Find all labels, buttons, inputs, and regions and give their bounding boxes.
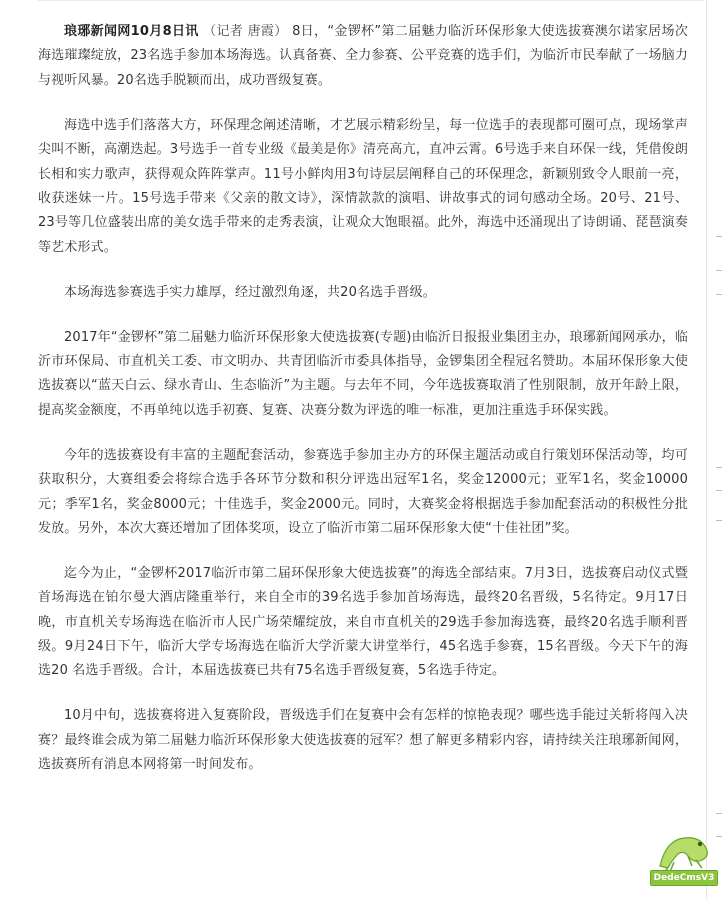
article-reporter: （记者 唐霞） bbox=[203, 24, 288, 39]
article-paragraph-7: 10月中旬，选拔赛将进入复赛阶段，晋级选手们在复赛中会有怎样的惊艳表现？哪些选手能过关斩将闯入决赛？最终谁会成为第二届魅力临沂环保形象大使选拔赛的冠军？想了解更多精彩内容，请持续关注琅琊新闻网，选拔赛所有消息本网将第一时间发布。 bbox=[38, 708, 688, 773]
article-paragraph-3: 本场海选参赛选手实力雄厚，经过激烈角逐，共20名选手晋级。 bbox=[64, 284, 436, 300]
dedecms-watermark bbox=[648, 826, 718, 892]
article-paragraph-2: 海选中选手们落落大方，环保理念阐述清晰，才艺展示精彩纷呈，每一位选手的表现都可圈可点，现场掌声尖叫不断，高潮迭起。3号选手一首专业级《最美是你》清亮高亢，直冲云霄。6号选手来自环保一线，凭借俊朗长相和实力歌声，获得观众阵阵掌声。11号小鲜肉用3句诗层层阐释自己的环保理念，新颖别致令人眼前一亮，收获迷妹一片。15号选手带来《父亲的散文诗》，深情款款的演唱、讲故事式的词句感动全场。20号、21号、23号等几位盛装出席的美女选手带来的走秀表演，让观众大饱眼福。此外，海选中还涌现出了诗朗诵、琵琶演奏等艺术形式。 bbox=[38, 117, 688, 255]
scroll-edge-mark bbox=[716, 813, 722, 814]
top-divider bbox=[38, 0, 704, 1]
scroll-edge-mark bbox=[716, 490, 722, 491]
article-paragraph-5: 今年的选拔赛设有丰富的主题配套活动，参赛选手参加主办方的环保主题活动或自行策划环保活动等，均可获取积分，大赛组委会将综合选手各环节分数和积分评选出冠军1名，奖金12000元；亚军1名，奖金10000元；季军1名，奖金8000元；十佳选手，奖金2000元。同时，大赛奖金将根据选手参加配套活动的积极性分批发放。另外，本次大赛还增加了团体奖项，设立了临沂市第二届环保形象大使“十佳社团”奖。 bbox=[38, 447, 688, 536]
article-lead-paragraph bbox=[38, 20, 688, 93]
watermark-label: DedeCmsV3 bbox=[650, 870, 718, 886]
article-paragraph-6: 迄今为止，“金锣杯2017临沂市第二届环保形象大使选拔赛”的海选全部结束。7月3日，选拔赛启动仪式暨首场海选在铂尔曼大酒店隆重举行，来自全市的39名选手参加首场海选，最终20名晋级，5名待定。9月17日晚，市直机关专场海选在临沂市人民广场荣耀绽放，来自市直机关的29选手参加海选赛，最终20名选手顺利晋级。9月24日下午，临沂大学专场海选在临沂大学沂蒙大讲堂举行，45名选手参赛，15名晋级。今天下午的海选20 名选手晋级。合计，本届选拔赛已共有75名选手晋级复赛，5名选手待定。 bbox=[38, 565, 688, 679]
scroll-edge-mark bbox=[716, 270, 722, 271]
article-body bbox=[38, 20, 688, 798]
lizard-logo-icon bbox=[648, 826, 718, 876]
article-paragraph-4: 2017年“金锣杯”第二届魅力临沂环保形象大使选拔赛(专题)由临沂日报报业集团主办，琅琊新闻网承办，临沂市环保局、市直机关工委、市文明办、共青团临沂市委具体指导，金锣集团全程冠名赞助。本届环保形象大使选拔赛以“蓝天白云、绿水青山、生态临沂”为主题。与去年不同，今年选拔赛取消了性别限制，放开年龄上限，提高奖金额度，不再单纯以选手初赛、复赛、决赛分数为评选的唯一标准，更加注重选手环保实践。 bbox=[38, 329, 688, 418]
page-right-border bbox=[706, 0, 707, 899]
article-dateline: 琅琊新闻网10月8日讯 bbox=[64, 24, 199, 39]
scroll-edge-mark bbox=[716, 520, 722, 521]
scroll-edge-mark bbox=[716, 236, 722, 237]
article-lead-text: 8日，“金锣杯”第二届魅力临沂环保形象大使选拔赛澳尔诺家居场次海选璀璨绽放，23名选手参加本场海选。认真备赛、全力参赛、公平竞赛的选手们，为临沂市民奉献了一场脑力与视听风暴。20名选手脱颖而出，成功晋级复赛。 bbox=[38, 24, 688, 88]
scroll-edge-mark bbox=[716, 467, 722, 468]
scroll-edge-mark bbox=[716, 294, 722, 295]
